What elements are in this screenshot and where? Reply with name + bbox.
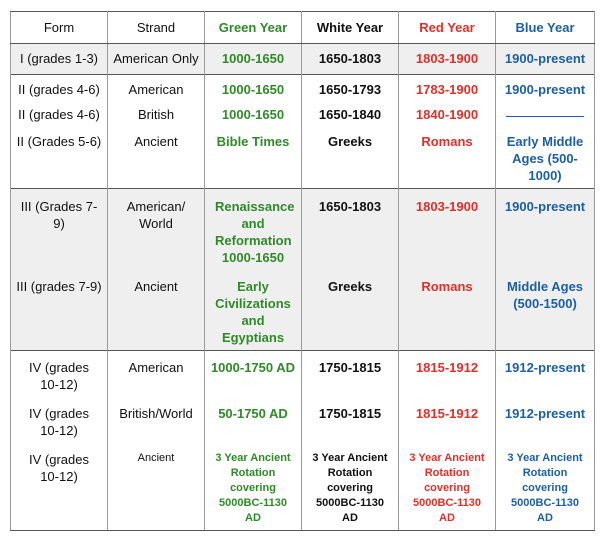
- strand-cell: American: [108, 75, 205, 103]
- blue-year-cell: 1900-present: [496, 44, 595, 75]
- table-row: [11, 351, 595, 398]
- form-cell: III (Grades 7-9): [11, 189, 108, 271]
- form-cell: IV (grades 10-12): [11, 397, 108, 443]
- red-year-cell: Romans: [399, 129, 496, 189]
- strand-cell: American Only: [108, 44, 205, 75]
- red-year-cell: 1815-1912: [399, 351, 496, 398]
- table-row: [11, 443, 595, 531]
- header-green-year: Green Year: [205, 12, 302, 44]
- table-row: [11, 75, 595, 103]
- table-row: [11, 102, 595, 129]
- table-row: [11, 397, 595, 443]
- blue-year-cell: Early Middle Ages (500-1000): [496, 129, 595, 189]
- form-cell: I (grades 1-3): [11, 44, 108, 75]
- white-year-cell: 1650-1793: [302, 75, 399, 103]
- curriculum-table: [10, 11, 595, 531]
- form-cell: II (grades 4-6): [11, 102, 108, 129]
- table-row: [11, 44, 595, 75]
- table-row: [11, 129, 595, 189]
- green-year-cell: Early Civilizations and Egyptians: [205, 270, 302, 351]
- blue-year-cell: [496, 102, 595, 129]
- green-year-cell: 3 Year Ancient Rotation covering 5000BC-1130 AD: [205, 443, 302, 531]
- white-year-cell: 1650-1840: [302, 102, 399, 129]
- strand-cell: British: [108, 102, 205, 129]
- white-year-cell: Greeks: [302, 270, 399, 351]
- strand-cell: Ancient: [108, 270, 205, 351]
- white-year-cell: 1650-1803: [302, 44, 399, 75]
- header-row: [11, 12, 595, 44]
- green-year-cell: 1000-1650: [205, 44, 302, 75]
- table-row: [11, 270, 595, 351]
- red-year-cell: 1783-1900: [399, 75, 496, 103]
- white-year-cell: 3 Year Ancient Rotation covering 5000BC-1130 AD: [302, 443, 399, 531]
- red-year-cell: 1803-1900: [399, 44, 496, 75]
- form-cell: IV (grades 10-12): [11, 443, 108, 531]
- red-year-cell: 1803-1900: [399, 189, 496, 271]
- form-cell: III (grades 7-9): [11, 270, 108, 351]
- green-year-cell: Renaissance and Reformation 1000-1650: [205, 189, 302, 271]
- header-white-year: White Year: [302, 12, 399, 44]
- strand-cell: American/ World: [108, 189, 205, 271]
- red-year-cell: 1840-1900: [399, 102, 496, 129]
- red-year-cell: Romans: [399, 270, 496, 351]
- white-year-cell: Greeks: [302, 129, 399, 189]
- white-year-cell: 1750-1815: [302, 351, 399, 398]
- header-blue-year: Blue Year: [496, 12, 595, 44]
- white-year-cell: 1650-1803: [302, 189, 399, 271]
- form-cell: II (grades 4-6): [11, 75, 108, 103]
- green-year-cell: 1000-1750 AD: [205, 351, 302, 398]
- blue-year-cell: 3 Year Ancient Rotation covering 5000BC-1130 AD: [496, 443, 595, 531]
- blue-year-cell: 1900-present: [496, 189, 595, 271]
- blue-year-dash: [506, 116, 584, 117]
- blue-year-cell: 1912-present: [496, 351, 595, 398]
- strand-cell: American: [108, 351, 205, 398]
- white-year-cell: 1750-1815: [302, 397, 399, 443]
- red-year-cell: 3 Year Ancient Rotation covering 5000BC-1130 AD: [399, 443, 496, 531]
- strand-cell: British/World: [108, 397, 205, 443]
- form-cell: II (Grades 5-6): [11, 129, 108, 189]
- header-form: Form: [11, 12, 108, 44]
- green-year-cell: 1000-1650: [205, 75, 302, 103]
- blue-year-cell: Middle Ages (500-1500): [496, 270, 595, 351]
- green-year-cell: 1000-1650: [205, 102, 302, 129]
- header-red-year: Red Year: [399, 12, 496, 44]
- strand-cell: Ancient: [108, 129, 205, 189]
- form-cell: IV (grades 10-12): [11, 351, 108, 398]
- blue-year-cell: 1900-present: [496, 75, 595, 103]
- green-year-cell: 50-1750 AD: [205, 397, 302, 443]
- red-year-cell: 1815-1912: [399, 397, 496, 443]
- strand-cell: Ancient: [108, 443, 205, 531]
- table-row: [11, 189, 595, 271]
- green-year-cell: Bible Times: [205, 129, 302, 189]
- blue-year-cell: 1912-present: [496, 397, 595, 443]
- header-strand: Strand: [108, 12, 205, 44]
